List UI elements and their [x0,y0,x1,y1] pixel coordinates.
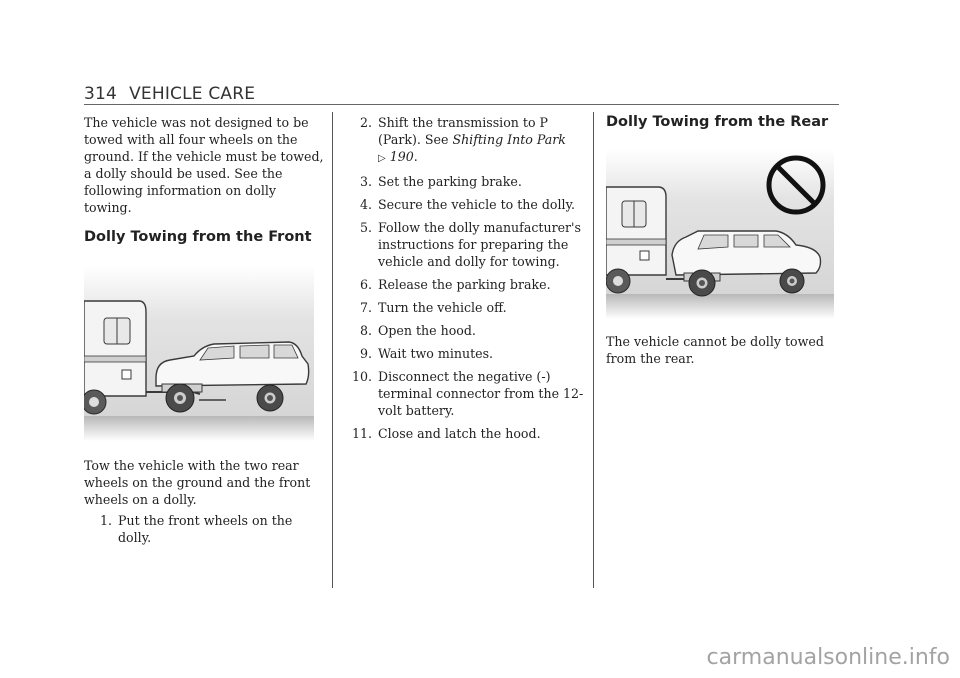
list-item [344,276,584,293]
step-number: 10. [351,369,372,384]
front-towing-text: Tow the vehicle with the two rear wheels on the ground and the front wheels on a dolly. [84,458,311,507]
step-number: 9. [359,346,372,361]
list-item [344,173,584,190]
step-text: Follow the dolly manufacturer's instructions for preparing the vehicle and dolly for towing. [378,220,581,269]
steps-col1 [84,512,324,546]
page-number: 314 [84,84,118,104]
step-number: 2. [359,115,372,130]
watermark: carmanualsonline.info [706,645,950,670]
step-number: 3. [359,174,372,189]
step-number: 8. [359,323,372,338]
page-header [84,84,255,104]
steps-col2 [344,114,584,442]
step-text: Disconnect the negative (-) terminal connector from the 12-volt battery. [378,369,584,418]
step-text: Close and latch the hood. [378,426,541,441]
list-item [344,114,584,167]
column-divider-2 [593,112,594,588]
list-item [344,299,584,316]
list-item [344,368,584,419]
rear-dolly-illustration [606,149,834,319]
list-item [344,196,584,213]
header-rule [84,104,839,105]
heading-front-towing: Dolly Towing from the Front [84,229,312,245]
step-number: 1. [99,513,112,528]
step-text: Put the front wheels on the dolly. [118,513,293,545]
page-reference-icon: ▷ [378,153,386,164]
intro-paragraph: The vehicle was not designed to be towed with all four wheels on the ground. If the vehicle must be towed, a dolly should be used. See the following information on dolly towing. [84,115,324,215]
column-2 [344,114,584,448]
list-item [344,322,584,339]
step-text: Turn the vehicle off. [378,300,507,315]
step-text: Release the parking brake. [378,277,551,292]
step-text [378,114,584,167]
step-number: 11. [351,426,372,441]
step-text: Set the parking brake. [378,174,522,189]
step-text-end: . [413,149,418,164]
step-text: Secure the vehicle to the dolly. [378,197,576,212]
step-text-part: Shift the transmission to P (Park). See [378,115,549,147]
list-item [344,345,584,362]
step-number: 4. [359,197,372,212]
list-item [344,219,584,270]
column-3 [606,114,841,367]
step-text: Wait two minutes. [378,346,494,361]
list-item [84,512,324,546]
front-dolly-illustration [84,266,314,441]
cross-reference-page[interactable]: 190 [389,149,414,164]
cross-reference-link[interactable]: Shifting Into Park [452,132,566,147]
step-number: 6. [359,277,372,292]
list-item [344,425,584,442]
step-number: 5. [359,220,372,235]
step-number: 7. [359,300,372,315]
column-1 [84,114,324,552]
section-title: VEHICLE CARE [129,84,256,104]
step-text: Open the hood. [378,323,476,338]
heading-rear-towing: Dolly Towing from the Rear [606,114,829,130]
column-divider-1 [332,112,333,588]
rear-towing-text: The vehicle cannot be dolly towed from the rear. [606,334,824,366]
